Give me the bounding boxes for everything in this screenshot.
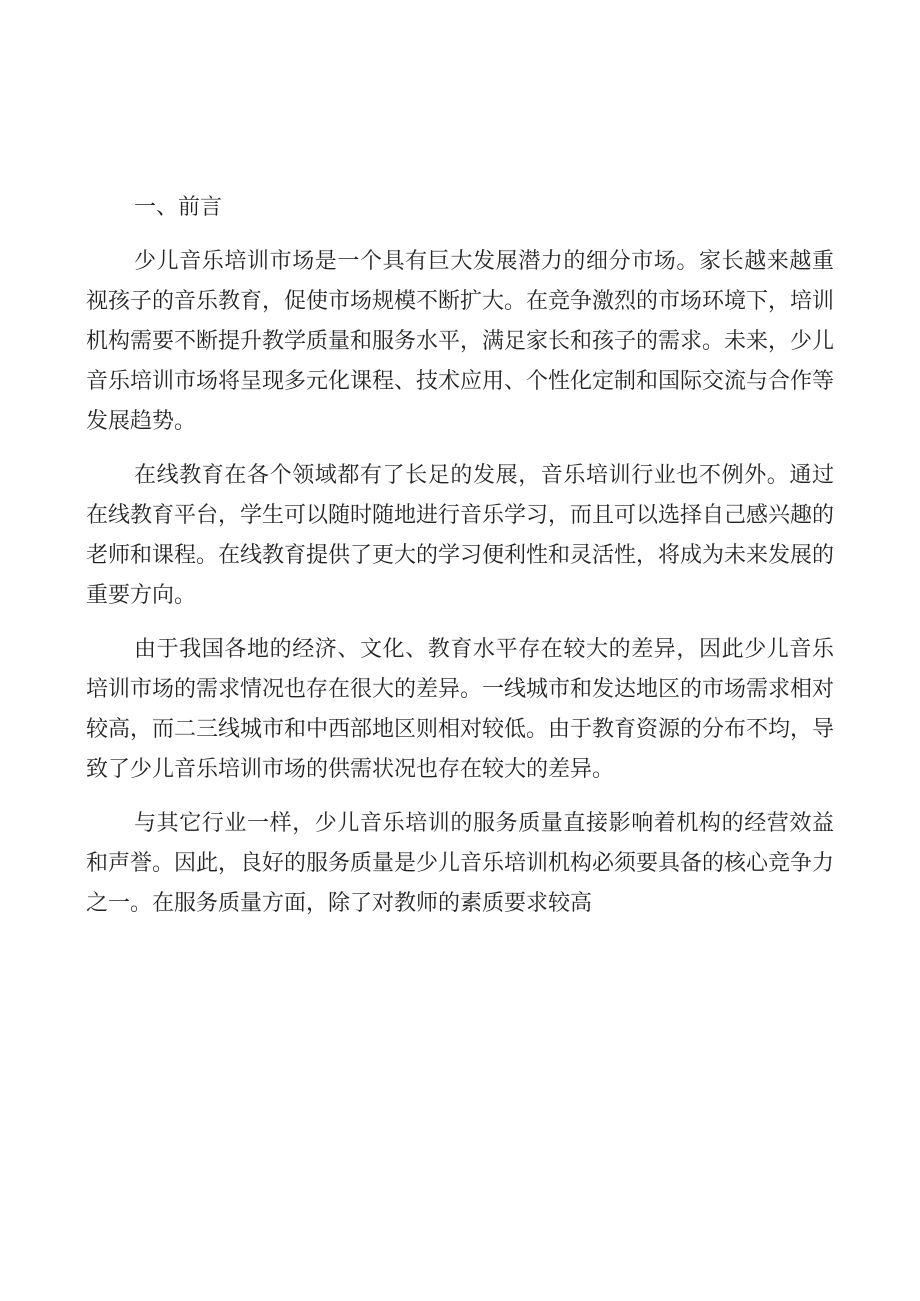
paragraph-online-education: 在线教育在各个领域都有了长足的发展，音乐培训行业也不例外。通过在线教育平台，学生可以随时随地进行音乐学习，而且可以选择自己感兴趣的老师和课程。在线教育提供了更大的学习便利性和灵活性，将成为未来发展的重要方向。 xyxy=(86,463,835,608)
document-body xyxy=(86,188,834,924)
paragraph-regional-differences: 由于我国各地的经济、文化、教育水平存在较大的差异，因此少儿音乐培训市场的需求情况也存在很大的差异。一线城市和发达地区的市场需求相对较高，而二三线城市和中西部地区则相对较低。由于教育资源的分布不均，导致了少儿音乐培训市场的供需状况也存在较大的差异。 xyxy=(86,637,835,782)
section-heading: 一、前言 xyxy=(134,195,223,220)
paragraph-market-overview: 少儿音乐培训市场是一个具有巨大发展潜力的细分市场。家长越来越重视孩子的音乐教育，促使市场规模不断扩大。在竞争激烈的市场环境下，培训机构需要不断提升教学质量和服务水平，满足家长和孩子的需求。未来，少儿音乐培训市场将呈现多元化课程、技术应用、个性化定制和国际交流与合作等发展趋势。 xyxy=(86,249,835,434)
paragraph-service-quality: 与其它行业一样，少儿音乐培训的服务质量直接影响着机构的经营效益和声誉。因此，良好的服务质量是少儿音乐培训机构必须要具备的核心竞争力之一。在服务质量方面，除了对教师的素质要求较高 xyxy=(86,811,835,916)
